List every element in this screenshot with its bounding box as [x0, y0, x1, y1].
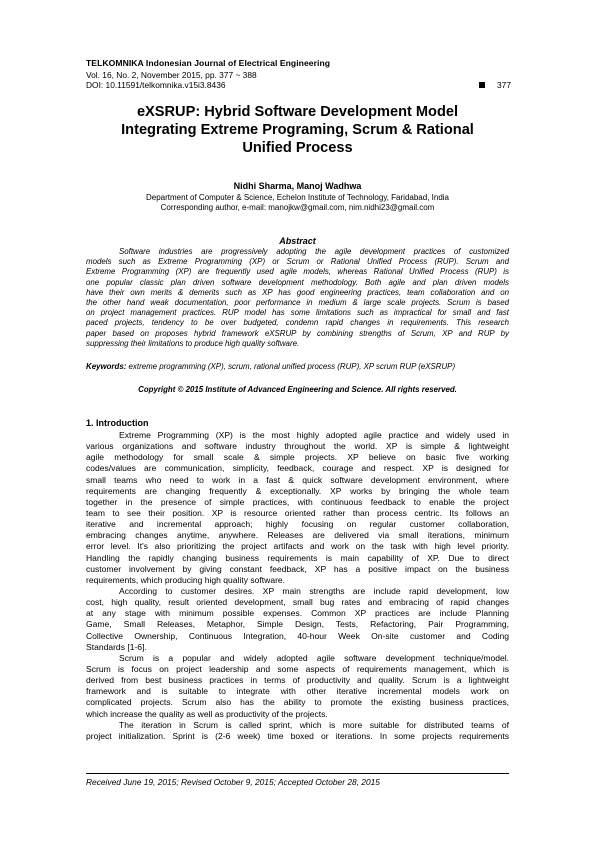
body-line: Game, Small Releases, Metaphor, Simple Design, Tests, Refactoring, Pair Programming, — [86, 619, 509, 630]
body-line: embracing changes anytime, anywhere. Releases are delivered via small iterations, minimum — [86, 530, 509, 541]
body-line: various organizations and software industry throughout the world. XP is simple & lightweight — [86, 441, 509, 452]
submission-dates: Received June 19, 2015; Revised October 9, 2015; Accepted October 28, 2015 — [86, 777, 380, 787]
abstract-line: have their own merits & demerits such as XP has good engineering practices, team collaboration and on — [86, 287, 509, 297]
body-line: requirements, which producing high quality software. — [86, 574, 286, 585]
keywords-text: extreme programming (XP), scrum, rational unified process (RUP), XP scrum RUP (eXSRUP) — [128, 362, 456, 371]
body-line: iterative and incremental approach; highly focusing on regular customer collaboration, — [86, 519, 509, 530]
abstract-line: Extreme Programming (XP) are frequently used agile models, whereas Rational Unified Process (RUP) is — [86, 267, 509, 277]
journal-name: TELKOMNIKA Indonesian Journal of Electrical Engineering — [86, 58, 331, 68]
body-line: agile methodology for small scale & simple projects. XP believe on basic five working — [86, 452, 509, 463]
body-line: Extreme Programming (XP) is the most highly adopted agile practice and widely used in — [119, 430, 509, 440]
body-line: codes/values are communication, simplicity, feedback, courage and respect. XP is designed for — [86, 463, 509, 474]
affiliation-line: Department of Computer & Science, Echelon Institute of Technology, Faridabad, India — [146, 193, 449, 202]
body-line: together in the presence of simple practices, with continuous feedback to enable the project — [86, 496, 509, 507]
body-line: requirements are changing frequently & exceptionally. XP works by bringing the whole team — [86, 485, 509, 496]
body-line: framework and is suitable to integrate with other iterative incremental models work on — [86, 686, 509, 697]
abstract-text — [86, 247, 509, 349]
body-line: derived from best business practices in terms of productivity and quality. Scrum is a lightweight — [86, 675, 509, 686]
body-line: Handling the rapidly changing business requirements is main capability of XP. Due to direct — [86, 552, 509, 563]
doi: DOI: 10.11591/telkomnika.v15i3.8436 — [86, 80, 226, 90]
abstract-line: one popular classic plan driven software development methodology. Both agile and plan driven models — [86, 277, 509, 287]
body-line: Collective Ownership, Continuous Integration, 40-hour Week On-site customer and Coding — [86, 630, 509, 641]
square-bullet-icon — [479, 82, 485, 88]
copyright-notice: Copyright © 2015 Institute of Advanced Engineering and Science. All rights reserved. — [138, 385, 457, 394]
body-line: Scrum is a popular and widely adopted agile software development technique/model. — [119, 652, 509, 663]
title-line: eXSRUP: Hybrid Software Development Model — [136, 104, 459, 120]
body-line: which increase the quality as well as productivity of the projects. — [86, 708, 328, 719]
abstract-heading: Abstract — [279, 236, 316, 246]
page-number-block — [479, 80, 511, 90]
body-line: error level. It's also prioritizing the project artifacts and work on the task with high level priority. — [86, 541, 509, 552]
corresponding-author: Corresponding author, e-mail: manojkw@gmail.com, nim.nidhi23@gmail.com — [160, 203, 435, 213]
keywords — [86, 362, 509, 371]
body-line: at any stage with minimum possible expenses. Common XP practices are include Planning — [86, 608, 509, 619]
abstract-line: paper based on proposes hybrid framework eXSRUP by combining strengths of Scrum, XP and RUP by — [86, 328, 509, 338]
paper-title — [80, 103, 515, 157]
affiliation — [86, 193, 509, 213]
title-line: Unified Process — [242, 140, 353, 156]
body-line: project initialization. Sprint is (2-6 week) time boxed or iterations. In some projects requirements — [86, 730, 509, 741]
body-line: According to customer desires. XP main strengths are include rapid development, low — [119, 585, 509, 596]
body-line: Scrum is focus on project leadership and some aspects of requirements management, which is — [86, 663, 509, 674]
footer-divider — [86, 773, 509, 774]
body-text — [86, 430, 509, 742]
page-number: 377 — [497, 80, 511, 90]
body-line: cost, high quality, result oriented development, small bug rates and embracing of rapid changes — [86, 597, 509, 608]
body-line: The iteration in Scrum is called sprint, which is more suitable for distributed teams of — [119, 719, 509, 730]
body-line: small teams who need to work in a fast & quick software development environment, where — [86, 474, 509, 485]
abstract-line: paced projects, tendency to be over budgeted, condemn rapid changes in requirements. This research — [86, 318, 509, 328]
volume-info: Vol. 16, No. 2, November 2015, pp. 377 ~ 388 — [86, 70, 257, 80]
authors: Nidhi Sharma, Manoj Wadhwa — [233, 181, 362, 191]
body-line: customer involvement by giving constant feedback, XP has a positive impact on the business — [86, 563, 509, 574]
body-line: Standards [1-6]. — [86, 641, 147, 652]
abstract-line: on project management practices. RUP model has some limitations such as impractical for small and fast — [86, 308, 509, 318]
title-line: Integrating Extreme Programing, Scrum & Rational — [121, 122, 474, 138]
abstract-line: Software industries are progressively adopting the agile development practices of customized — [119, 247, 509, 256]
section-heading: 1. Introduction — [86, 418, 149, 428]
abstract-line: the other hand weak documentation, poor performance in medium & large scale projects. Scrum is based — [86, 297, 509, 307]
keywords-label: Keywords: — [86, 362, 127, 371]
body-line: complicated projects. Scrum also has the ability to promote the existing business practices, — [86, 697, 509, 708]
body-line: team to see their position. XP is resource oriented rather than process centric. Its follows an — [86, 507, 509, 518]
abstract-line: models such as Extreme Programming (XP) or Scrum or Rational Unified Process (RUP). Scrum and — [86, 257, 509, 267]
abstract-line: suppressing their limitations to produce high quality software. — [86, 338, 300, 348]
